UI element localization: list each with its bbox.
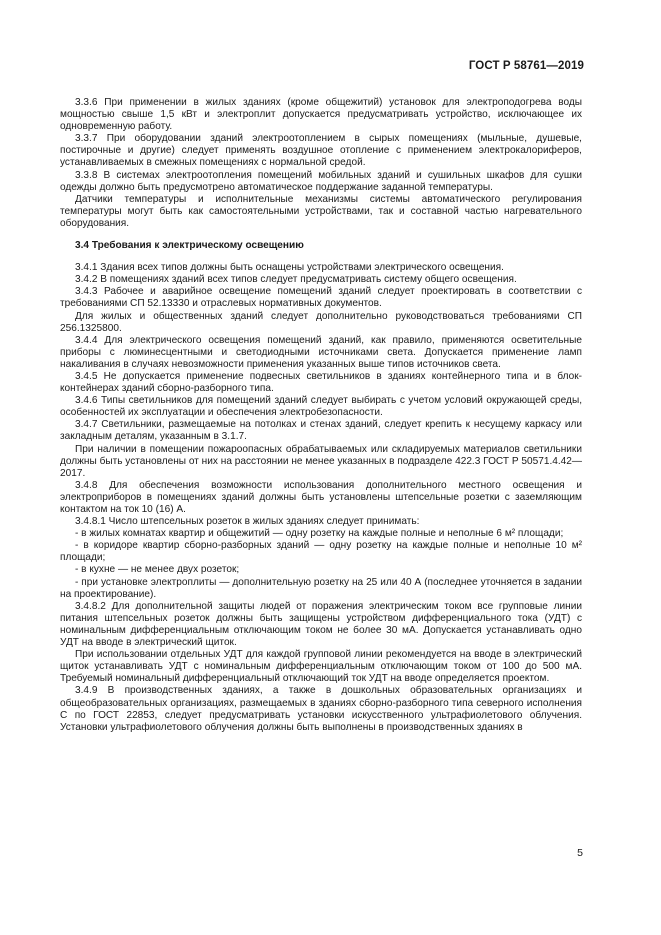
paragraph-3-4-2: 3.4.2 В помещениях зданий всех типов следует предусматривать систему общего освещения. (75, 274, 517, 286)
list-item-living-rooms: - в жилых комнатах квартир и общежитий — одну розетку на каждые полные и неполные 6 м² площади; (75, 528, 564, 540)
paragraph-3-4-5: 3.4.5 Не допускается применение подвесных светильников в зданиях контейнерного типа и в блок-контейнерах зданий сборно-разборного типа. (60, 370, 582, 395)
paragraph-residential-requirements: Для жилых и общественных зданий следует дополнительно руководствоваться требованиями СП 256.1325800. (60, 310, 582, 334)
page-number: 5 (577, 847, 583, 859)
paragraph-3-3-8: 3.3.8 В системах электроотопления помещений мобильных зданий и сушильных шкафов для сушки одежды должно быть предусмотрено автоматическое поддержание заданной температуры. (60, 169, 582, 193)
paragraph-sensors: Датчики температуры и исполнительные механизмы системы автоматического регулирования температуры могут быть как самостоятельными устройствами, так и составной частью нагревательного оборудования. (60, 193, 582, 229)
page-body (60, 97, 582, 734)
paragraph-3-4-8-2: 3.4.8.2 Для дополнительной защиты людей от поражения электрическим током все групповые линии питания штепсельных розеток должны быть защищены устройством дифференциального тока (УДТ) с номинальным дифференциальным отключающим током не более 30 мА. Допускается устанавливать одно УДТ на вводе в электрический щиток. (60, 600, 582, 649)
paragraph-3-4-7: 3.4.7 Светильники, размещаемые на потолках и стенах зданий, следует крепить к несущему каркасу или закладным деталям, указанным в 3.1.7. (60, 419, 582, 443)
document-code-header: ГОСТ Р 58761—2019 (468, 60, 584, 72)
paragraph-3-3-6: 3.3.6 При применении в жилых зданиях (кроме общежитий) установок для электроподогрева воды мощностью свыше 1,5 кВт и электроплит допускается предусматривать устройство, исключающее их одновременную работу. (60, 97, 582, 133)
list-item-electric-stove: - при установке электроплиты — дополнительную розетку на 25 или 40 А (последнее уточняется в задании на проектирование). (60, 576, 582, 600)
paragraph-3-4-1: 3.4.1 Здания всех типов должны быть оснащены устройствами электрического освещения. (75, 262, 504, 274)
paragraph-3-4-8: 3.4.8 Для обеспечения возможности использования дополнительного местного освещения и электроприборов в помещениях зданий должны быть установлены штепсельные розетки с заземляющим контактом на ток 10 (16) А. (60, 479, 582, 515)
paragraph-fire-hazard: При наличии в помещении пожароопасных обрабатываемых или складируемых материалов светильники должны быть установлены от них на расстоянии не менее указанных в подразделе 422.3 ГОСТ Р 50571.4.42—2017. (60, 443, 582, 479)
paragraph-3-3-7: 3.3.7 При оборудовании зданий электроотоплением в сырых помещениях (мыльные, душевые, постирочные и другие) следует применять воздушное отопление с применением электрокалориферов, устанавливаемых в смежных помещениях с нормальной средой. (60, 133, 582, 169)
paragraph-3-4-3: 3.4.3 Рабочее и аварийное освещение помещений зданий следует проектировать в соответствии с требованиями СП 52.13330 и отраслевых нормативных документов. (60, 286, 582, 310)
list-item-kitchen: - в кухне — не менее двух розеток; (75, 564, 240, 576)
paragraph-3-4-6: 3.4.6 Типы светильников для помещений зданий следует выбирать с учетом условий окружающей среды, особенностей их эксплуатации и обеспечения электробезопасности. (60, 395, 582, 419)
paragraph-separate-rcd: При использовании отдельных УДТ для каждой групповой линии рекомендуется на вводе в электрический щиток устанавливать УДТ с номинальным дифференциальным отключающим током от 100 до 500 мА. Требуемый номинальный дифференциальный отключающий ток УДТ на вводе определяется проектом. (60, 649, 582, 685)
paragraph-3-4-4: 3.4.4 Для электрического освещения помещений зданий, как правило, применяются осветительные приборы с люминесцентными и светодиодными источниками света. Допускается применение ламп накаливания в случаях невозможности применения указанных выше типов источников света. (60, 334, 582, 370)
paragraph-3-4-9: 3.4.9 В производственных зданиях, а также в дошкольных образовательных организациях и общеобразовательных организациях, размещаемых в зданиях сборно-разборного типа северного исполнения С по ГОСТ 22853, следует предусматривать установки искусственного ультрафиолетового облучения. Установки ультрафиолетового облучения должны быть выполнены в производственных зданиях в (60, 685, 582, 733)
list-item-corridor: - в коридоре квартир сборно-разборных зданий — одну розетку на каждые полные и неполные 10 м² площади; (60, 540, 582, 564)
section-heading-3-4: 3.4 Требования к электрическому освещению (75, 240, 304, 252)
paragraph-3-4-8-1: 3.4.8.1 Число штепсельных розеток в жилых зданиях следует принимать: (75, 516, 420, 528)
